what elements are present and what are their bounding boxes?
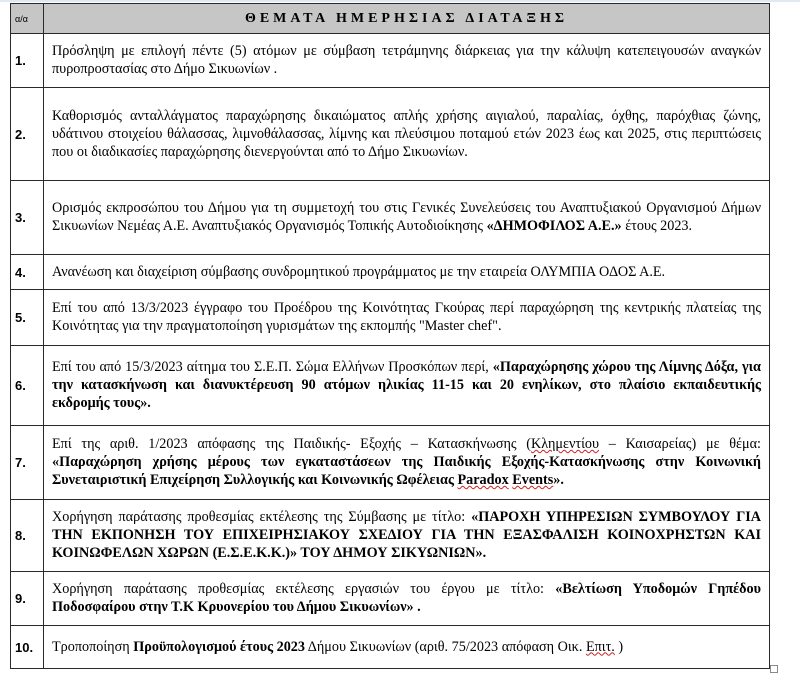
- item-text[interactable]: [44, 255, 770, 290]
- item-text-part: Επί του από 13/3/2023 έγγραφο του Προέδρου της Κοινότητας Γκούρας περί παραχώρηση της κεντρικής πλατείας της Κοινότητας για την πραγματοποίηση γυρισμάτων της εκπομπής "Master chef".: [52, 300, 761, 334]
- item-number: 1.: [11, 34, 44, 88]
- agenda-item-row: [11, 255, 770, 290]
- item-text[interactable]: [44, 626, 770, 669]
- item-text-bold-part: Paradox: [457, 472, 509, 488]
- item-number: 9.: [11, 572, 44, 626]
- item-text-part: Κλημεντίου: [530, 436, 600, 452]
- item-text-bold-part: Events: [512, 472, 554, 488]
- table-header-row: [11, 4, 770, 34]
- item-text-bold-part: «ΠΑΡΟΧΗ ΥΠΗΡΕΣΙΩΝ ΣΥΜΒΟΥΛΟΥ ΓΙΑ ΤΗΝ ΕΚΠΟΝΗΣΗ ΤΟΥ ΕΠΙΧΕΙΡΗΣΙΑΚΟΥ ΣΧΕΔΙΟΥ ΓΙΑ ΤΗΝ ΕΞΑΣΦΑΛΙΣΗ ΚΟΙΝΟΧΡΗΣΤΩΝ ΚΑΙ ΚΟΙΝΩΦΕΛΩΝ ΧΩΡΩΝ (Ε.Σ.Ε.Κ.Κ.)» ΤΟΥ ΔΗΜΟΥ ΣΙΚΥΩΝΙΩΝ».: [52, 509, 761, 561]
- item-text-part: Τροποποίηση: [52, 638, 134, 655]
- item-text-part: Ορισμός εκπροσώπου του Δήμου για τη συμμετοχή του στις Γενικές Συνελεύσεις του Αναπτυξιακού Οργανισμού Δήμων Σικυωνίων Νεμέας Α.Ε. Αναπτυξιακός Οργανισμός Τοπικής Αυτοδιοίκησης: [52, 200, 761, 234]
- item-text-bold-part: Προϋπολογισμού έτους 2023: [133, 638, 305, 655]
- item-text-part: Πρόσληψη με επιλογή πέντε (5) ατόμων με σύμβαση τετράμηνης διάρκειας για την κάλυψη κατεπειγουσών αναγκών πυροπροστασίας στο Δήμο Σικυωνίων .: [52, 43, 761, 77]
- item-text-part: Ανανέωση και διαχείριση σύμβασης συνδρομητικού προγράμματος με την εταιρεία ΟΛΥΜΠΙΑ ΟΔΟΣ Α.Ε.: [52, 263, 666, 280]
- item-text-part: Χορήγηση παράτασης προθεσμίας εκτέλεσης εργασιών του έργου με τίτλο:: [52, 581, 556, 597]
- agenda-item-row: [11, 88, 770, 181]
- item-text-part: Δήμου Σικυωνίων (αριθ. 75/2023 απόφαση Οικ.: [305, 638, 586, 655]
- table-resize-handle[interactable]: [770, 665, 778, 673]
- item-number: 10.: [11, 626, 44, 669]
- item-number: 7.: [11, 426, 44, 500]
- item-text[interactable]: [44, 290, 770, 346]
- number-column-header: α/α: [11, 4, 44, 34]
- item-text-bold-part: «Παραχώρησης χώρου της Λίμνης Δόξα, για την κατασκήνωση και διανυκτέρευση 90 ατόμων ηλικίας 11-15 και 20 ενηλίκων, στο πλαίσιο εκπαιδευτικής εκδρομής τους».: [52, 359, 761, 411]
- item-text-part: Χορήγηση παράτασης προθεσμίας εκτέλεσης της Σύμβασης με τίτλο:: [52, 509, 472, 525]
- item-number: 4.: [11, 255, 44, 290]
- agenda-item-row: [11, 181, 770, 255]
- agenda-item-row: [11, 290, 770, 346]
- item-text-part: έτους 2023.: [621, 218, 693, 234]
- item-text-part: ): [614, 638, 624, 655]
- item-text[interactable]: [44, 181, 770, 255]
- item-number: 8.: [11, 500, 44, 572]
- item-text[interactable]: [44, 572, 770, 626]
- item-number: 6.: [11, 346, 44, 426]
- item-number: 5.: [11, 290, 44, 346]
- item-text-bold-part: «ΔΗΜΟΦΙΛΟΣ Α.Ε.»: [486, 218, 622, 234]
- agenda-table: [10, 3, 770, 669]
- item-text-part: Επιτ.: [585, 638, 615, 655]
- item-text[interactable]: [44, 88, 770, 181]
- item-text[interactable]: [44, 426, 770, 500]
- item-text-bold-part: «Βελτίωση Υποδομών Γηπέδου Ποδοσφαίρου στην Τ.Κ Κρυονερίου του Δήμου Σικυωνίων» .: [52, 581, 761, 615]
- item-number: 3.: [11, 181, 44, 255]
- item-number: 2.: [11, 88, 44, 181]
- agenda-item-row: [11, 426, 770, 500]
- item-text[interactable]: [44, 500, 770, 572]
- agenda-item-row: [11, 572, 770, 626]
- agenda-title: ΘΕΜΑΤΑ ΗΜΕΡΗΣΙΑΣ ΔΙΑΤΑΞΗΣ: [44, 4, 770, 34]
- window-top-edge: [0, 0, 800, 2]
- agenda-item-row: [11, 500, 770, 572]
- item-text-part: Καθορισμός ανταλλάγματος παραχώρησης δικαιώματος απλής χρήσης αιγιαλού, παραλίας, όχθης, παρόχθιας ζώνης, υδάτινου στοιχείου θάλασσας, λιμνοθάλασσας, λίμνης και πλεύσιμου ποταμού ετών 2023 έως και 2025, στις περιπτώσεις που οι διαδικασίες παραχώρησης διενεργούνται από το Δήμο Σικυωνίων.: [52, 107, 761, 160]
- agenda-item-row: [11, 346, 770, 426]
- item-text[interactable]: [44, 34, 770, 88]
- item-text-bold-part: ».: [553, 472, 564, 488]
- item-text-part: Επί της αριθ. 1/2023 απόφασης της Παιδικής- Εξοχής – Κατασκήνωσης (: [52, 436, 531, 452]
- item-text-bold-part: «Παραχώρηση χρήσης μέρους των εγκαταστάσεων της Παιδικής Εξοχής-Κατασκήνωσης στην Κοινωνική Συνεταιριστική Επιχείρηση Συλλογικής και Κοινωνικής Ωφέλειας: [52, 454, 761, 488]
- item-text-part: – Καισαρείας) με θέμα:: [599, 436, 761, 452]
- agenda-item-row: [11, 626, 770, 669]
- item-text-part: Επί του από 15/3/2023 αίτημα του Σ.Ε.Π. Σώμα Ελλήνων Προσκόπων περί,: [52, 359, 493, 375]
- item-text[interactable]: [44, 346, 770, 426]
- agenda-item-row: [11, 34, 770, 88]
